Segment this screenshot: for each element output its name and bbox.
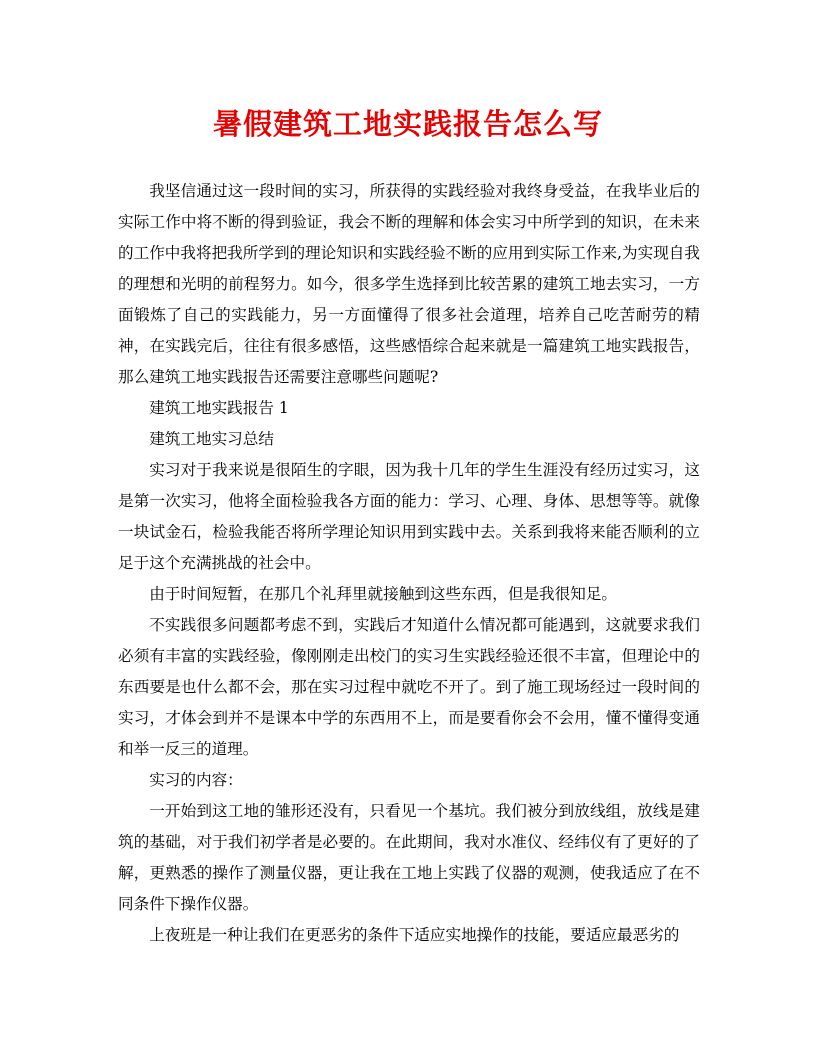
paragraph-summary-heading: 建筑工地实习总结	[149, 430, 274, 448]
paragraph: 实习对于我来说是很陌生的字眼，因为我十几年的学生生涯没有经历过实习，这是第一次实习，他将全面检验我各方面的能力：学习、心理、身体、思想等等。就像一块试金石，检验我能否将所学理论知识用到实践中去。关系到我将来能否顺利的立足于这个充满挑战的社会中。	[118, 461, 700, 572]
paragraph: 不实践很多问题都考虑不到，实践后才知道什么情况都可能遇到，这就要求我们必须有丰富的实践经验，像刚刚走出校门的实习生实践经验还很不丰富，但理论中的东西要是也什么都不会，那在实习过程中就吃不开了。到了施工现场经过一段时间的实习，才体会到并不是课本中学的东西用不上，而是要看你会不会用，懂不懂得变通和举一反三的道理。	[118, 616, 700, 758]
document-body	[118, 176, 700, 951]
paragraph: 由于时间短暂，在那几个礼拜里就接触到这些东西，但是我很知足。	[149, 585, 618, 603]
paragraph: 一开始到这工地的雏形还没有，只看见一个基坑。我们被分到放线组，放线是建筑的基础，对于我们初学者是必要的。在此期间，我对水准仪、经纬仪有了更好的了解，更熟悉的操作了测量仪器，更让我在工地上实践了仪器的观测，使我适应了在不同条件下操作仪器。	[118, 802, 700, 913]
paragraph: 上夜班是一种让我们在更恶劣的条件下适应实地操作的技能，要适应最恶劣的	[149, 926, 680, 944]
paragraph-report-heading: 建筑工地实践报告 1	[149, 399, 289, 417]
paragraph-intro: 我坚信通过这一段时间的实习，所获得的实践经验对我终身受益，在我毕业后的实际工作中将不断的得到验证，我会不断的理解和体会实习中所学到的知识，在未来的工作中我将把我所学到的理论知识和实践经验不断的应用到实际工作来,为实现自我的理想和光明的前程努力。如今，很多学生选择到比较苦累的建筑工地去实习，一方面锻炼了自己的实践能力，另一方面懂得了很多社会道理，培养自己吃苦耐劳的精神，在实践完后，往往有很多感悟，这些感悟综合起来就是一篇建筑工地实践报告，那么建筑工地实践报告还需要注意哪些问题呢?	[118, 182, 700, 386]
paragraph-content-heading: 实习的内容：	[149, 771, 243, 789]
page-title: 暑假建筑工地实践报告怎么写	[212, 107, 603, 141]
